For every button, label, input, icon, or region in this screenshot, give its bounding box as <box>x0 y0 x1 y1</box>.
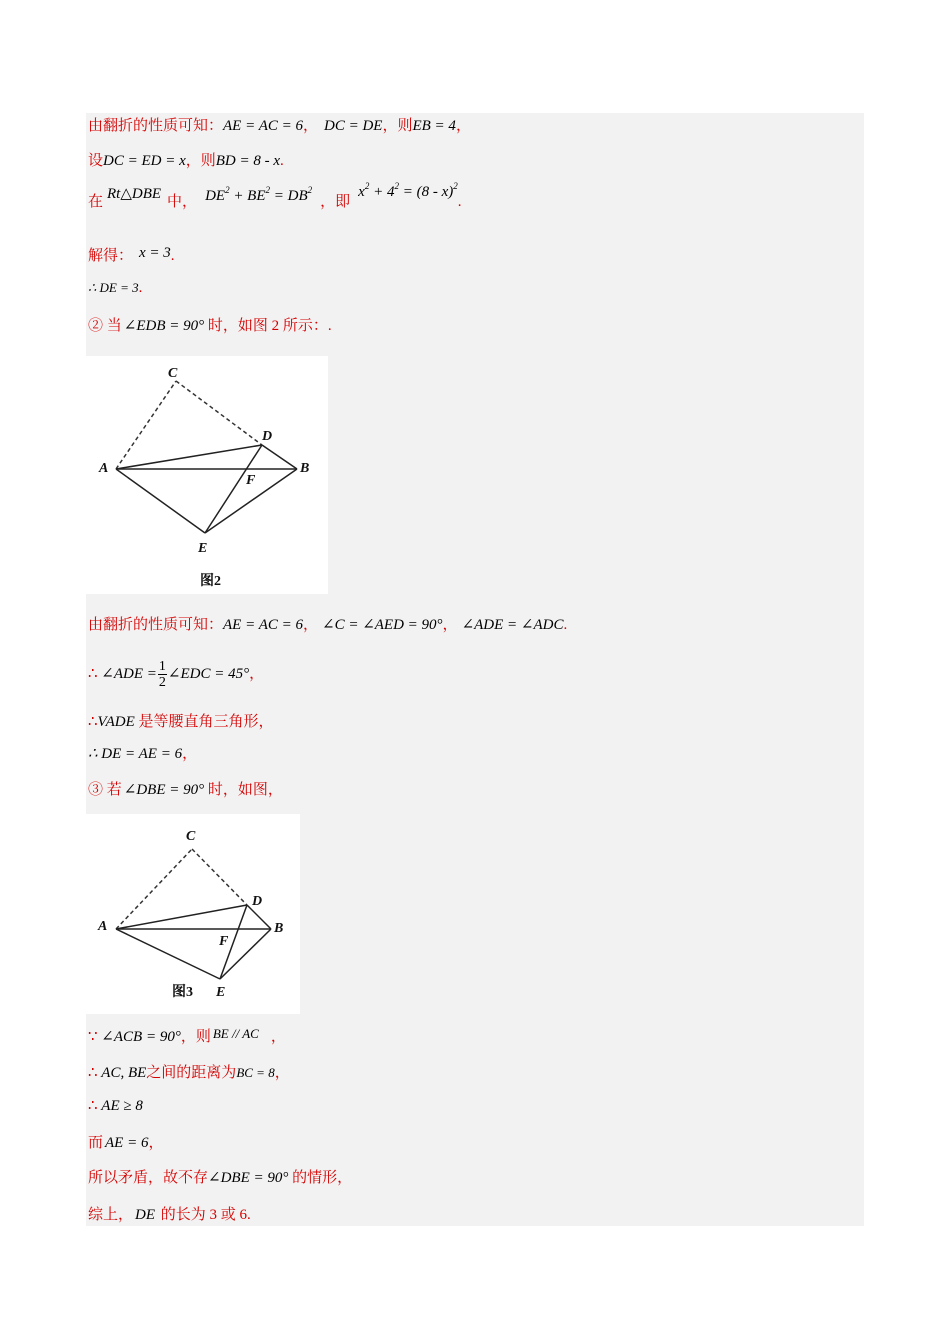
text-line-16 <box>88 1168 352 1188</box>
numerator: 1 <box>158 659 166 674</box>
segment-AC <box>116 381 176 469</box>
text-line-2 <box>88 151 284 171</box>
text: . <box>138 280 143 296</box>
sup: 2 <box>364 181 370 191</box>
math-pythagoras <box>205 185 313 204</box>
label-F: F <box>219 934 229 949</box>
text: ， <box>249 665 265 682</box>
math: AE = AC = 6 <box>223 118 303 134</box>
math: DE <box>135 1207 156 1223</box>
text: . <box>280 153 284 169</box>
text: ② 当 <box>88 318 122 334</box>
math: VADE <box>97 714 135 730</box>
text: ， <box>182 746 198 762</box>
text: ∴ <box>88 1065 102 1081</box>
text: ，则 <box>185 153 216 169</box>
text-line-3 <box>88 181 462 212</box>
sup: 2 <box>225 185 230 195</box>
math: DE <box>205 188 226 204</box>
text: ，即 <box>320 194 351 210</box>
text: ， <box>455 118 471 134</box>
text: ③ 若 <box>88 782 122 798</box>
text: 的情形， <box>288 1170 353 1186</box>
math: EB = 4 <box>412 118 456 134</box>
text-line-8 <box>88 659 264 690</box>
label-D: D <box>262 429 273 444</box>
text: 由翻折的性质可知： <box>88 118 224 134</box>
math: ∠DBE = 90° <box>208 1170 289 1186</box>
text: ， <box>270 1029 286 1045</box>
math: AE = AC = 6 <box>223 617 303 633</box>
text: 在 <box>88 194 104 210</box>
label-A: A <box>99 461 109 476</box>
text: 中， <box>167 194 198 210</box>
sup: 2 <box>453 181 458 191</box>
text-line-1 <box>88 116 471 136</box>
figure-3-diagram <box>86 814 300 1014</box>
text: . <box>170 248 175 264</box>
label-B: B <box>274 921 284 936</box>
text: 时，如图 2 所示：. <box>204 318 332 334</box>
text-line-7 <box>88 615 567 635</box>
math: BD = 8 - x <box>215 153 281 169</box>
math: = DB <box>270 188 308 204</box>
math: x = 3 <box>139 245 171 261</box>
text-line-9 <box>88 712 274 732</box>
figure-3-caption: 图3 <box>172 985 193 1000</box>
text: ∵ <box>88 1029 102 1045</box>
text-line-15 <box>88 1133 163 1153</box>
math: ∠EDC = 45° <box>167 665 250 682</box>
math: Rt△DBE <box>107 186 162 202</box>
denominator: 2 <box>158 675 166 690</box>
text-line-6 <box>88 316 332 336</box>
text: . <box>563 617 568 633</box>
text-line-12 <box>88 1027 286 1047</box>
sup: 2 <box>307 185 313 195</box>
label-E: E <box>198 541 208 556</box>
text: . <box>457 194 462 210</box>
text: 是等腰直角三角形， <box>134 714 274 730</box>
math: ∠ADE = <box>101 665 157 682</box>
text-line-10 <box>88 744 197 764</box>
text: 设 <box>88 153 104 169</box>
math: ∠ACB = 90° <box>101 1029 181 1045</box>
text-line-17 <box>88 1205 251 1225</box>
label-E: E <box>216 985 226 1000</box>
text: ，则 <box>180 1029 211 1045</box>
label-C: C <box>186 829 196 844</box>
math: AC, BE <box>101 1065 147 1081</box>
label-D: D <box>252 894 263 909</box>
text: ， <box>302 118 318 134</box>
text: ∴ <box>88 665 102 682</box>
math: ∴ DE = AE = 6 <box>88 746 183 762</box>
text: ，则 <box>382 118 413 134</box>
text-line-14 <box>88 1096 143 1116</box>
figure-2-diagram <box>86 356 328 594</box>
math: = (8 - x) <box>398 184 454 200</box>
figure-2-caption: 图2 <box>200 574 221 589</box>
math: + 4 <box>369 184 395 200</box>
math: ∠ADE = ∠ADC <box>461 617 564 633</box>
math: AE ≥ 8 <box>101 1098 143 1114</box>
math: DC = DE <box>324 118 383 134</box>
math: BC = 8 <box>236 1065 275 1080</box>
text: ， <box>442 617 458 633</box>
segment-CD <box>176 381 262 445</box>
text-line-11 <box>88 780 283 800</box>
text: 由翻折的性质可知： <box>88 617 224 633</box>
text: ∴ <box>88 1098 102 1114</box>
math: x <box>358 184 365 200</box>
math: ∠C = ∠AED = 90° <box>322 617 443 633</box>
segment-CD <box>192 849 247 905</box>
sup: 2 <box>394 181 399 191</box>
text: 而 <box>88 1135 104 1151</box>
math: + BE <box>229 188 266 204</box>
math: DC = ED = x <box>103 153 186 169</box>
math: BE // AC <box>212 1026 259 1041</box>
segment-AD <box>116 445 262 469</box>
label-A: A <box>98 919 108 934</box>
math-equation <box>358 181 458 200</box>
text: 之间的距离为 <box>146 1065 237 1081</box>
segment-ED <box>205 445 262 533</box>
figure-2 <box>86 356 328 594</box>
figure-3 <box>86 814 300 1014</box>
text: 时，如图， <box>204 782 283 798</box>
text: 所以矛盾，故不存 <box>88 1170 209 1186</box>
fraction-one-half <box>158 659 167 690</box>
text: ∴ <box>88 714 98 730</box>
text-line-5 <box>88 278 142 298</box>
sup: 2 <box>265 185 271 195</box>
text-line-4 <box>88 246 175 266</box>
text: 的长为 3 或 6. <box>157 1207 251 1223</box>
segment-AE <box>116 929 220 979</box>
text: ， <box>148 1135 164 1151</box>
segment-DB <box>262 445 297 469</box>
math: ∠DBE = 90° <box>123 782 205 798</box>
math: ∴ DE = 3 <box>88 280 139 295</box>
label-B: B <box>300 461 310 476</box>
math: ∠EDB = 90° <box>123 318 205 334</box>
segment-AE <box>116 469 205 533</box>
text-line-13 <box>88 1063 290 1083</box>
text: 解得： <box>88 248 134 264</box>
label-C: C <box>168 366 178 381</box>
text: ， <box>274 1065 290 1081</box>
math: AE = 6 <box>105 1135 149 1151</box>
label-F: F <box>246 473 256 488</box>
text: ， <box>302 617 318 633</box>
text: 综上， <box>88 1207 134 1223</box>
